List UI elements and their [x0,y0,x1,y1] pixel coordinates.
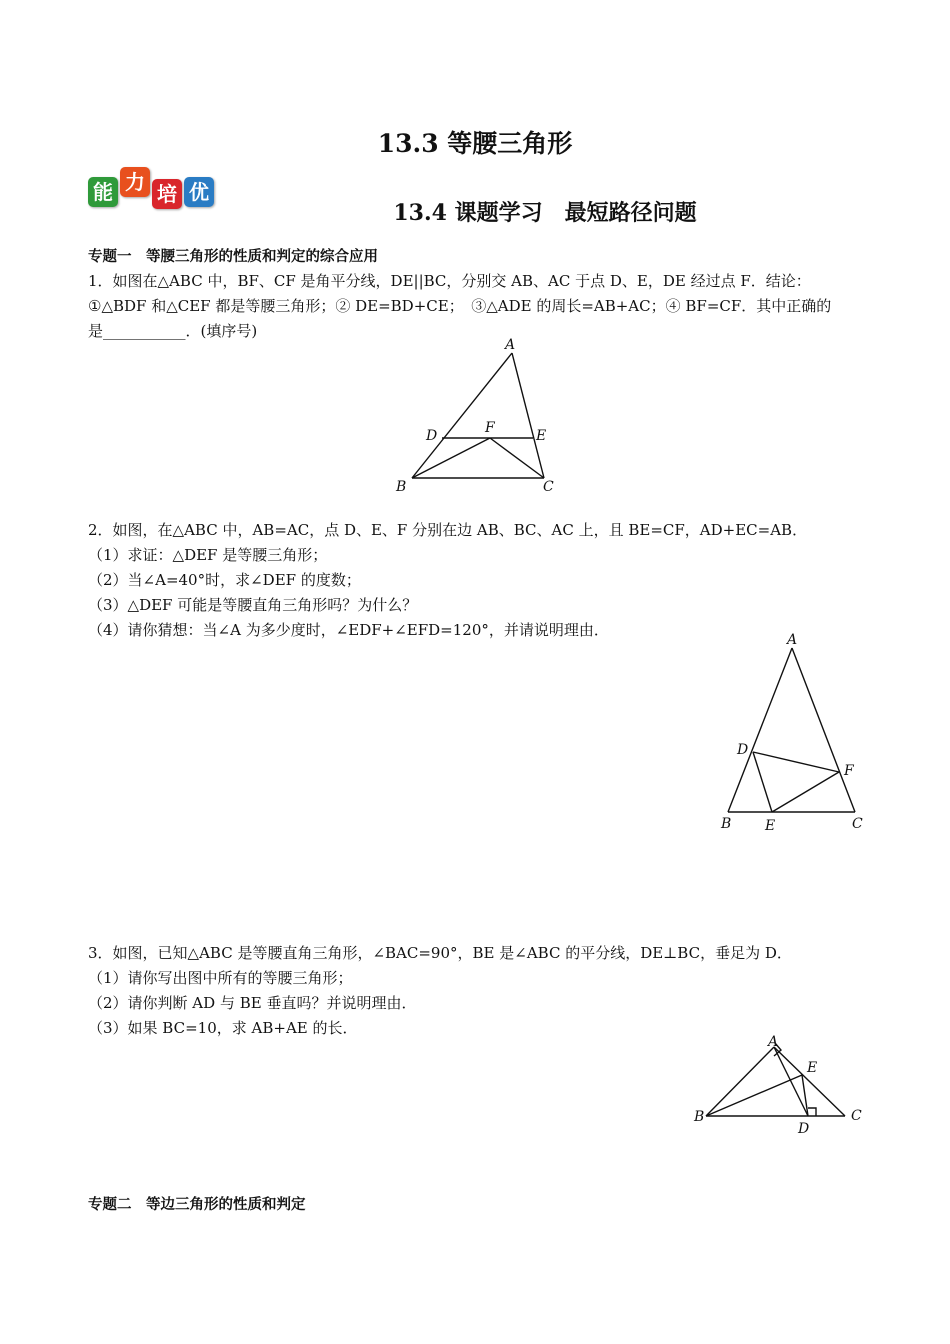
q3-label-a: A [768,1034,779,1050]
logo-tile-2: 力 [120,167,150,197]
q2-label-c: C [852,816,863,832]
q1-figure [390,335,570,500]
q3-part1: （1）请你写出图中所有的等腰三角形； [88,969,353,987]
q2-label-f: F [844,763,854,779]
q3-figure [690,1030,870,1140]
q1-label-d: D [426,428,438,444]
q1-label-b: B [396,479,407,495]
page-subtitle: 13.4 课题学习 最短路径问题 [393,200,697,226]
logo-tile-3: 培 [152,179,182,209]
q2-label-e: E [765,818,776,834]
q1-line2: ①△BDF 和△CEF 都是等腰三角形；② DE=BD+CE； ③△ADE 的周长=AB+AC；④ BF=CF．其中正确的 [88,297,832,315]
q3-label-b: B [694,1109,705,1125]
q2-part3: （3）△DEF 可能是等腰直角三角形吗？为什么？ [88,596,418,614]
q1-label-a: A [505,337,516,353]
q1-label-e: E [536,428,547,444]
section-heading-topic1: 专题一 等腰三角形的性质和判定的综合应用 [88,249,378,265]
q1-label-f: F [485,420,495,436]
q2-label-a: A [787,632,798,648]
q2-part1: （1）求证：△DEF 是等腰三角形； [88,546,328,564]
q2-label-b: B [721,816,732,832]
logo-tile-1: 能 [88,177,118,207]
q2-part4: （4）请你猜想：当∠A 为多少度时，∠EDF+∠EFD=120°，并请说明理由． [88,621,609,639]
q3-part3: （3）如果 BC=10，求 AB+AE 的长． [88,1019,358,1037]
q3-part2: （2）请你判断 AD 与 BE 垂直吗？并说明理由． [88,994,417,1012]
q3-label-c: C [851,1108,862,1124]
q1-label-c: C [543,479,554,495]
page-title: 13.3 等腰三角形 [377,129,573,158]
q2-part2: （2）当∠A=40°时，求∠DEF 的度数； [88,571,361,589]
logo-tile-4: 优 [184,177,214,207]
q1-line1: 1．如图在△ABC 中，BF、CF 是角平分线，DE||BC，分别交 AB、AC 于点 D、E，DE 经过点 F．结论： [88,272,811,290]
q1-line3: 是___________．(填序号) [88,322,258,340]
q3-label-e: E [807,1060,818,1076]
q3-label-d: D [798,1121,810,1137]
q2-figure [715,632,875,837]
q3-line1: 3．如图，已知△ABC 是等腰直角三角形，∠BAC=90°，BE 是∠ABC 的平分线，DE⊥BC，垂足为 D． [88,944,792,962]
q2-label-d: D [737,742,749,758]
q2-line1: 2．如图，在△ABC 中，AB=AC，点 D、E、F 分别在边 AB、BC、AC 上，且 BE=CF，AD+EC=AB． [88,521,808,539]
section-heading-topic2: 专题二 等边三角形的性质和判定 [88,1197,306,1213]
